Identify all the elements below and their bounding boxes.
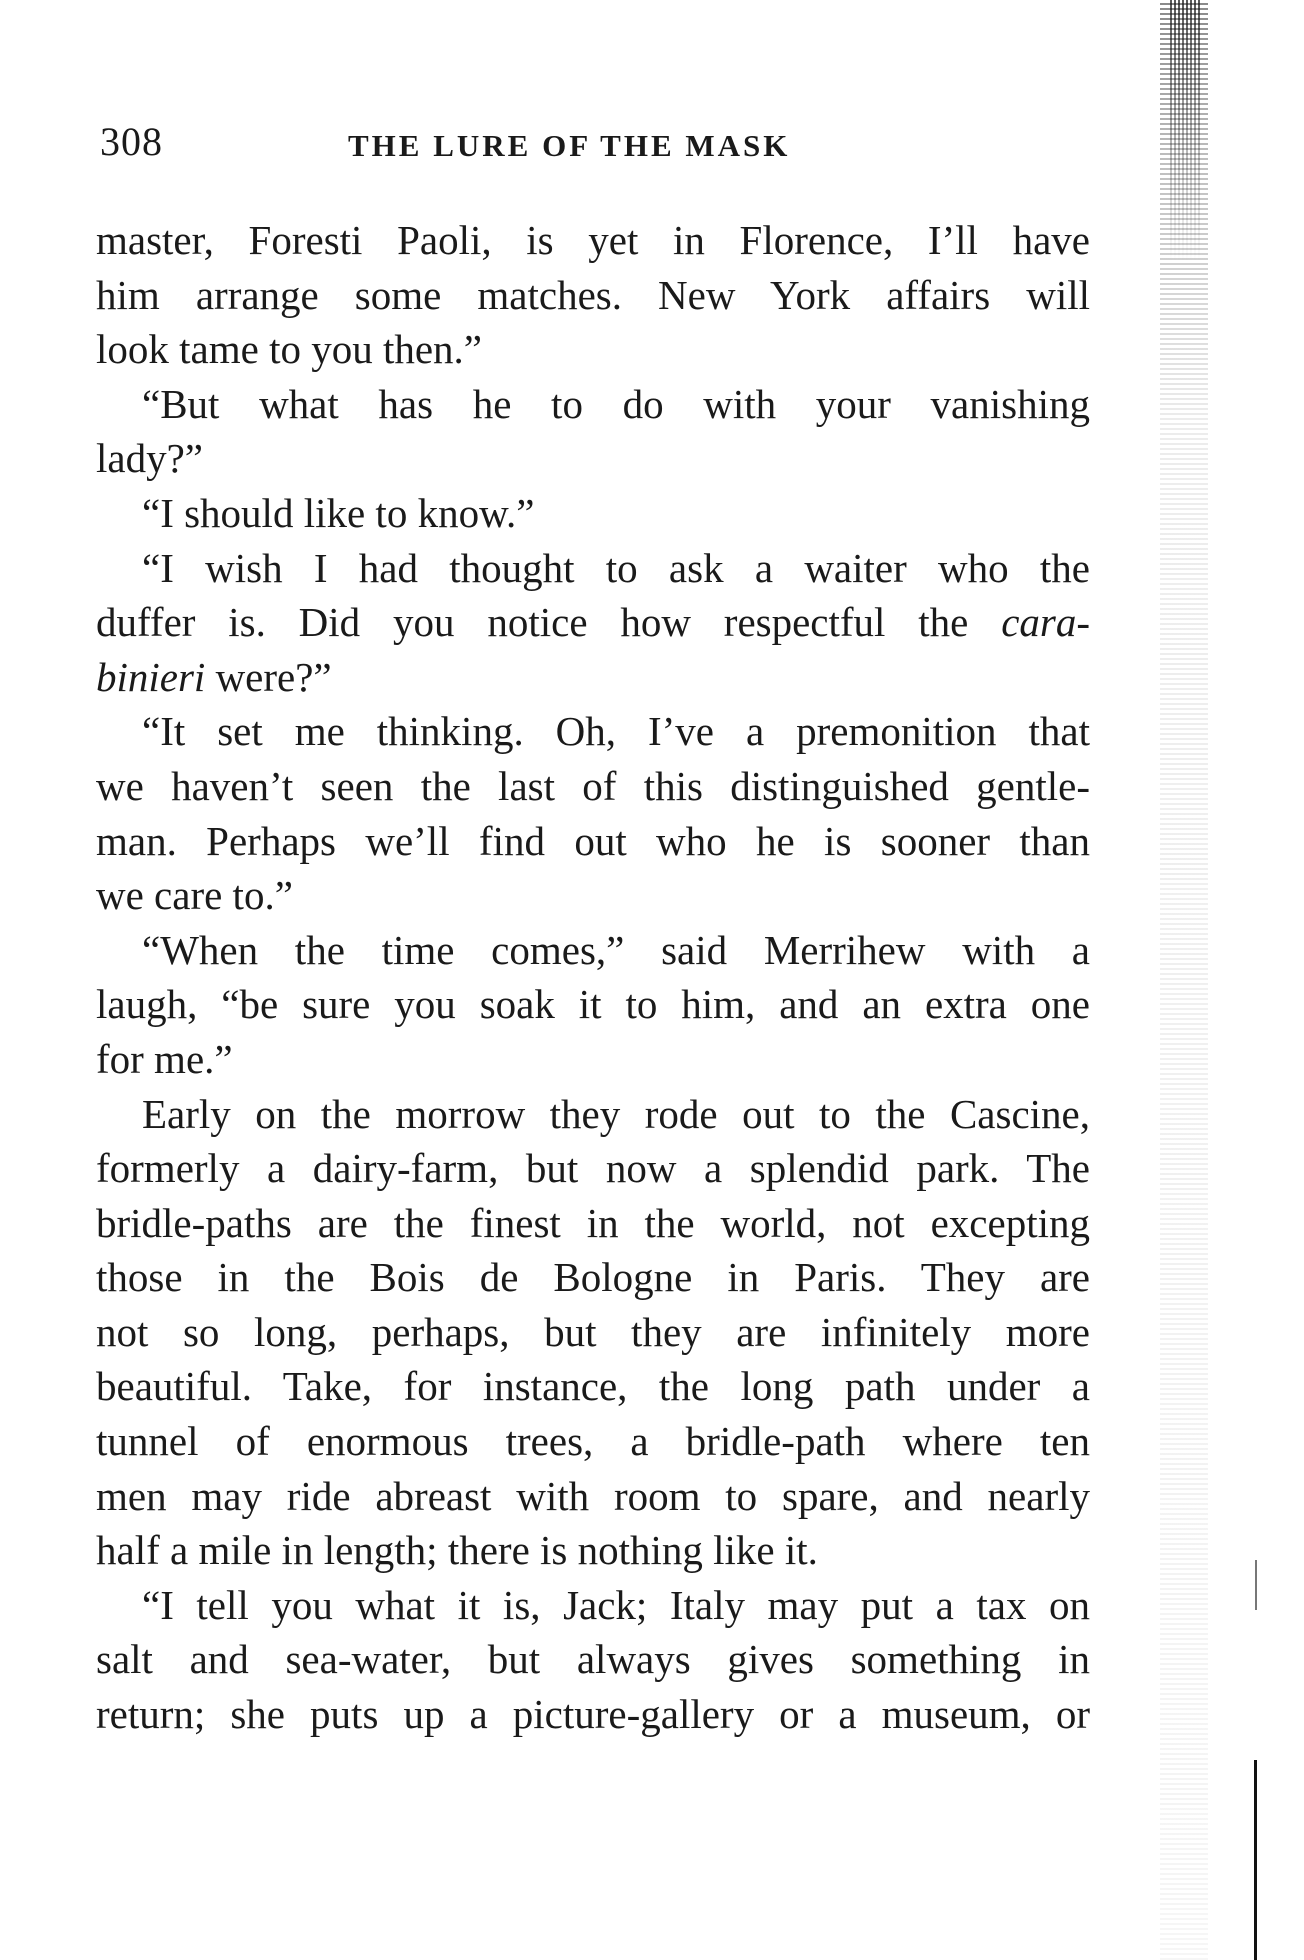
- text-line: formerly a dairy-farm, but now a splendid park. The: [96, 1145, 1090, 1192]
- text-line: bridle-paths are the finest in the world, not excepting: [96, 1199, 1090, 1246]
- text-line: “I should like to know.”: [142, 489, 535, 536]
- text-line: “I tell you what it is, Jack; Italy may put a tax on: [142, 1581, 1090, 1628]
- text-line: “But what has he to do with your vanishing: [142, 380, 1090, 427]
- text-line: men may ride abreast with room to spare, and nearly: [96, 1472, 1090, 1519]
- text-line: we haven’t seen the last of this distinguished gentle-: [96, 762, 1090, 809]
- text-line: binieri were?”: [96, 653, 332, 700]
- scan-edge-mark: [1255, 1560, 1257, 1610]
- text-line: tunnel of enormous trees, a bridle-path where ten: [96, 1418, 1090, 1465]
- running-title: THE LURE OF THE MASK: [348, 128, 791, 163]
- text-line: man. Perhaps we’ll find out who he is sooner than: [96, 817, 1090, 864]
- text-line: salt and sea-water, but always gives something in: [96, 1636, 1090, 1683]
- text-line: lady?”: [96, 435, 203, 482]
- text-line: we care to.”: [96, 872, 293, 919]
- text-line: not so long, perhaps, but they are infinitely more: [96, 1308, 1090, 1355]
- scan-binding-edge: [1160, 0, 1208, 1960]
- text-line: beautiful. Take, for instance, the long path under a: [96, 1363, 1090, 1410]
- text-line: “When the time comes,” said Merrihew with a: [142, 926, 1090, 973]
- scan-edge-mark: [1254, 1760, 1257, 1960]
- text-line: half a mile in length; there is nothing like it.: [96, 1527, 818, 1574]
- text-line: master, Foresti Paoli, is yet in Florence, I’ll have: [96, 217, 1090, 263]
- page-number: 308: [100, 119, 163, 164]
- text-line: Early on the morrow they rode out to the Cascine,: [142, 1090, 1090, 1137]
- text-line: those in the Bois de Bologne in Paris. They are: [96, 1254, 1090, 1301]
- running-head: [100, 118, 1090, 168]
- italic-word: binieri: [96, 653, 206, 700]
- text-line: duffer is. Did you notice how respectful the cara-: [96, 599, 1090, 646]
- text-line: look tame to you then.”: [96, 326, 482, 373]
- text-line: laugh, “be sure you soak it to him, and an extra one: [96, 981, 1090, 1028]
- text-line: “I wish I had thought to ask a waiter who the: [142, 544, 1090, 591]
- scan-binding-shadow: [1170, 0, 1200, 260]
- text-line: for me.”: [96, 1035, 233, 1082]
- text-line: “It set me thinking. Oh, I’ve a premonition that: [142, 708, 1090, 755]
- italic-word: cara-: [1001, 599, 1090, 646]
- text-line: him arrange some matches. New York affairs will: [96, 271, 1090, 318]
- text-line: return; she puts up a picture-gallery or a museum, or: [96, 1691, 1090, 1738]
- body-text: [96, 213, 1090, 1742]
